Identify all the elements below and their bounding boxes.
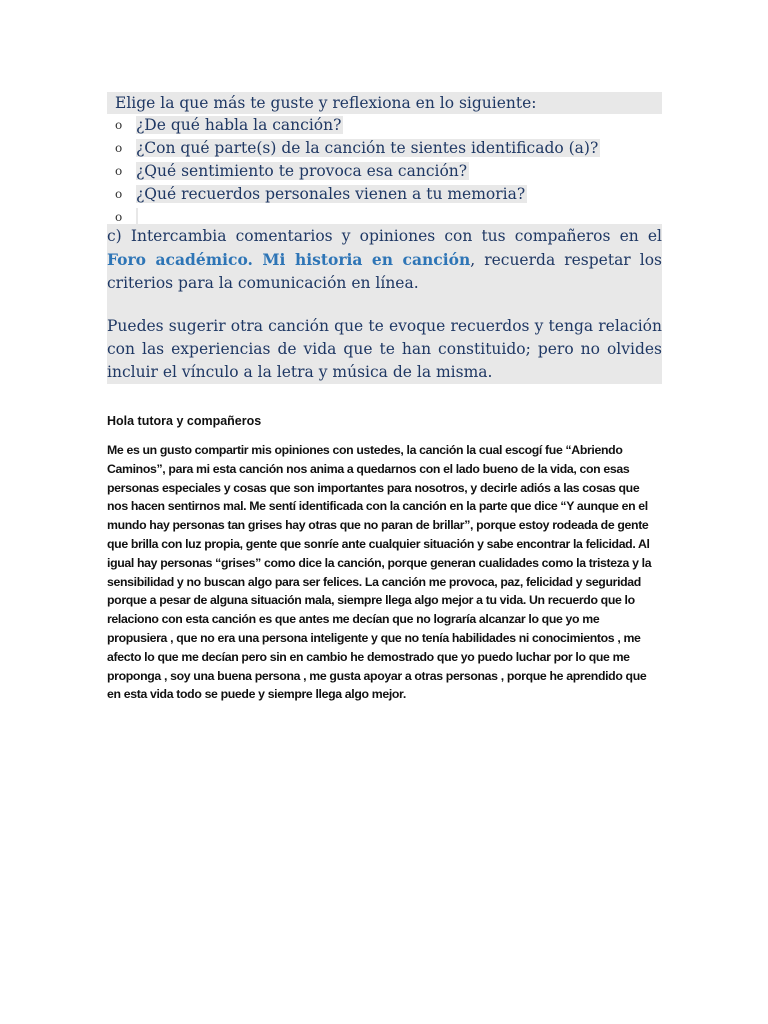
question-text: ¿De qué habla la canción? [136,116,342,134]
post-body: Me es un gusto compartir mis opiniones con ustedes, la canción la cual escogí fue “Abriendo Caminos”, para mi esta canción nos anima a quedarnos con el lado bueno de la vida, con esas personas especiales y cosas que son importantes para nosotros, y decirle adiós a las cosas que nos hacen sentirnos mal. Me sentí identificada con la canción en la parte que dice “Y aunque en el mundo hay personas tan grises hay otras que no paran de brillar”, porque estoy rodeada de gente que brilla con luz propia, gente que sonríe ante cualquier situación y sabe encontrar la felicidad. Al igual hay personas “grises” como dice la canción, porque generan cualidades como la tristeza y la sensibilidad y no buscan algo para ser felices. La canción me provoca, paz, felicidad y seguridad porque a pesar de alguna situación mala, siempre llega algo mejor a tu vida. Un recuerdo que lo relaciono con esta canción es que antes me decían que no lograría alcanzar lo que yo me propusiera , que no era una persona inteligente y que no tenía habilidades ni conocimientos , me afecto lo que me decían pero sin en cambio he demostrado que yo puedo luchar por lo que me proponga , soy una buena persona , me gusta apoyar a otras personas , porque he aprendido que en esta vida todo se puede y siempre llega algo mejor. [107,443,652,702]
list-item [107,160,647,183]
question-text: ¿Qué recuerdos personales vienen a tu memoria? [136,185,526,203]
forum-paragraph-start: c) Intercambia comentarios y opiniones con tus compañeros en el [107,227,662,245]
post-greeting: Hola tutora y compañeros [107,414,262,428]
question-list [107,114,647,229]
list-item [107,137,647,160]
bullet-icon: o [115,164,123,178]
list-item [107,114,647,137]
question-text: ¿Qué sentimiento te provoca esa canción? [136,162,468,180]
bullet-icon: o [115,210,123,224]
bullet-icon: o [115,187,123,201]
instructions-forum-paragraph [107,225,662,295]
bullet-icon: o [115,118,123,132]
bullet-icon: o [115,141,123,155]
forum-paragraph-end: , recuerda respetar los criterios para la comunicación en línea. [107,251,662,292]
question-text: ¿Con qué parte(s) de la canción te sientes identificado (a)? [136,139,599,157]
list-item [107,183,647,206]
instructions-intro: Elige la que más te guste y reflexiona en lo siguiente: [107,92,662,114]
forum-link[interactable]: Foro académico. Mi historia en canción [107,250,471,269]
instructions-suggest-paragraph: Puedes sugerir otra canción que te evoque recuerdos y tenga relación con las experiencias de vida que te han constituido; pero no olvides incluir el vínculo a la letra y música de la misma. [107,317,662,381]
